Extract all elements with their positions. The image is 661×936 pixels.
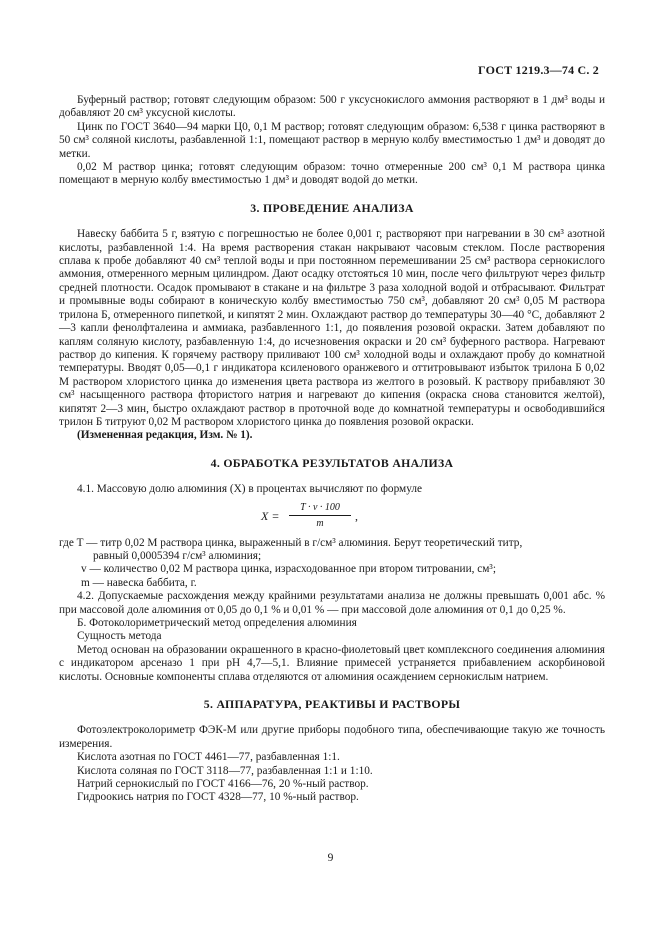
legend-v: v — количество 0,02 М раствора цинка, израсходованное при втором титровании, см³; (81, 563, 496, 576)
paragraph-4-2: 4.2. Допускаемые расхождения между крайними результатами анализа не должны превышать 0,001 абс. % при массовой доле алюминия от 0,05 до 0,1 % и 0,01 % — при массовой доле алюминия от 0,1 до 0,25 %. (59, 590, 605, 616)
section-heading-4: 4. ОБРАБОТКА РЕЗУЛЬТАТОВ АНАЛИЗА (210, 455, 454, 470)
paragraph-buffer-solution: Буферный раствор; готовят следующим образом: 500 г уксуснокислого аммония растворяют в 1 дм³ воды и добавляют 20 см³ уксусной кислоты. (59, 94, 605, 120)
paragraph-photometer: Фотоэлектроколориметр ФЭК-М или другие приборы подобного типа, обеспечивающие такую же точность измерения. (59, 724, 605, 750)
paragraph-method-essence: Метод основан на образовании окрашенного в красно-фиолетовый цвет комплексного соединения алюминия с индикатором арсеназо 1 при рН 4,7—5,1. Влияние примесей устраняется прибавлением аскорбиновой кислоты. Основные компоненты сплава отделяются от алюминия осаждением сернокислым натрием. (59, 643, 605, 683)
formula-lhs: X = (261, 508, 280, 523)
method-essence-title: Сущность метода (77, 630, 162, 643)
formula-legend (59, 537, 605, 591)
page-header: ГОСТ 1219.3—74 С. 2 (478, 63, 599, 77)
section-heading-5: 5. АППАРАТУРА, РЕАКТИВЫ И РАСТВОРЫ (203, 697, 461, 712)
reagent-nitric-acid: Кислота азотная по ГОСТ 4461—77, разбавленная 1:1. (77, 751, 340, 764)
formula-denominator: m (316, 517, 324, 529)
document-body (59, 94, 605, 805)
page-number: 9 (327, 852, 334, 864)
reagent-sodium-sulfate: Натрий сернокислый по ГОСТ 4166—76, 20 %-ный раствор. (77, 778, 369, 791)
paragraph-4-1: 4.1. Массовую долю алюминия (X) в процентах вычисляют по формуле (77, 483, 423, 496)
legend-t: где T — титр 0,02 М раствора цинка, выраженный в г/см³ алюминия. Берут теоретический титр, (59, 536, 523, 549)
paragraph-zinc-dilute: 0,02 М раствор цинка; готовят следующим образом: точно отмеренные 200 см³ 0,1 М раствора цинка помещают в мерную колбу вместимостью 1 дм³ и доводят водой до метки. (59, 161, 605, 187)
section-heading-3: 3. ПРОВЕДЕНИЕ АНАЛИЗА (250, 200, 414, 215)
formula-numerator: T · v · 100 (289, 501, 351, 516)
paragraph-procedure: Навеску баббита 5 г, взятую с погрешностью не более 0,001 г, растворяют при нагревании в 30 см³ азотной кислоты, разбавленной 1:4. На время растворения стакан накрывают часовым стеклом. После растворения сплава к пробе добавляют 40 см³ теплой воды и при постоянном перемешивании 25 см³ раствора сернокислого аммония, отмеренного мерным цилиндром. Дают осадку отстояться 10 мин, после чего фильтруют через фильтр средней плотности. Осадок промывают в стакане и на фильтре 3 раза холодной водой и отбрасывают. Фильтрат и промывные воды собирают в коническую колбу вместимостью 750 см³, добавляют 20 см³ 0,05 М раствора трилона Б, отмеренного пипеткой, и кипятят 2 мин. Охлаждают раствор до температуры 30—40 °С, добавляют 2—3 капли фенолфталеина и аммиака, разбавленного 1:1, до появления розовой окраски. Затем добавляют по каплям соляную кислоту, разбавленную 1:4, до исчезновения окраски и 20 см³ буферного раствора. Нагревают раствор до кипения. К горячему раствору приливают 100 см³ холодной воды и охлаждают пробу до комнатной температуры. Вводят 0,05—0,1 г индикатора ксиленового оранжевого и оттитровывают избыток трилона Б 0,02 М раствором хлористого цинка до изменения цвета раствора из желтого в розовый. К раствору прибавляют 30 см³ насыщенного раствора фтористого натрия и нагревают до кипения (окраска снова становится желтой), кипятят 2—3 мин, быстро охлаждают раствор в проточной воде до комнатной температуры и освободившийся трилон Б титруют 0,02 М раствором хлористого цинка до появления розовой окраски. (59, 228, 605, 428)
paragraph-zinc-solution: Цинк по ГОСТ 3640—94 марки Ц0, 0,1 М раствор; готовят следующим образом: 6,538 г цинка растворяют в 50 см³ соляной кислоты, разбавленной 1:1, помещают раствор в мерную колбу вместимостью 1 дм³ и доводят до метки. (59, 120, 605, 160)
reagent-hydrochloric-acid: Кислота соляная по ГОСТ 3118—77, разбавленная 1:1 и 1:10. (77, 764, 373, 777)
formula-tail: , (355, 508, 358, 523)
method-b-title: Б. Фотоколориметрический метод определения алюминия (77, 617, 357, 629)
legend-t-cont: равный 0,0005394 г/см³ алюминия; (93, 549, 262, 562)
formula (59, 501, 605, 535)
legend-m: m — навеска баббита, г. (81, 576, 197, 589)
reagent-sodium-hydroxide: Гидроокись натрия по ГОСТ 4328—77, 10 %-ный раствор. (77, 791, 359, 804)
revision-note: (Измененная редакция, Изм. № 1). (77, 429, 253, 442)
formula-fraction (289, 501, 351, 531)
